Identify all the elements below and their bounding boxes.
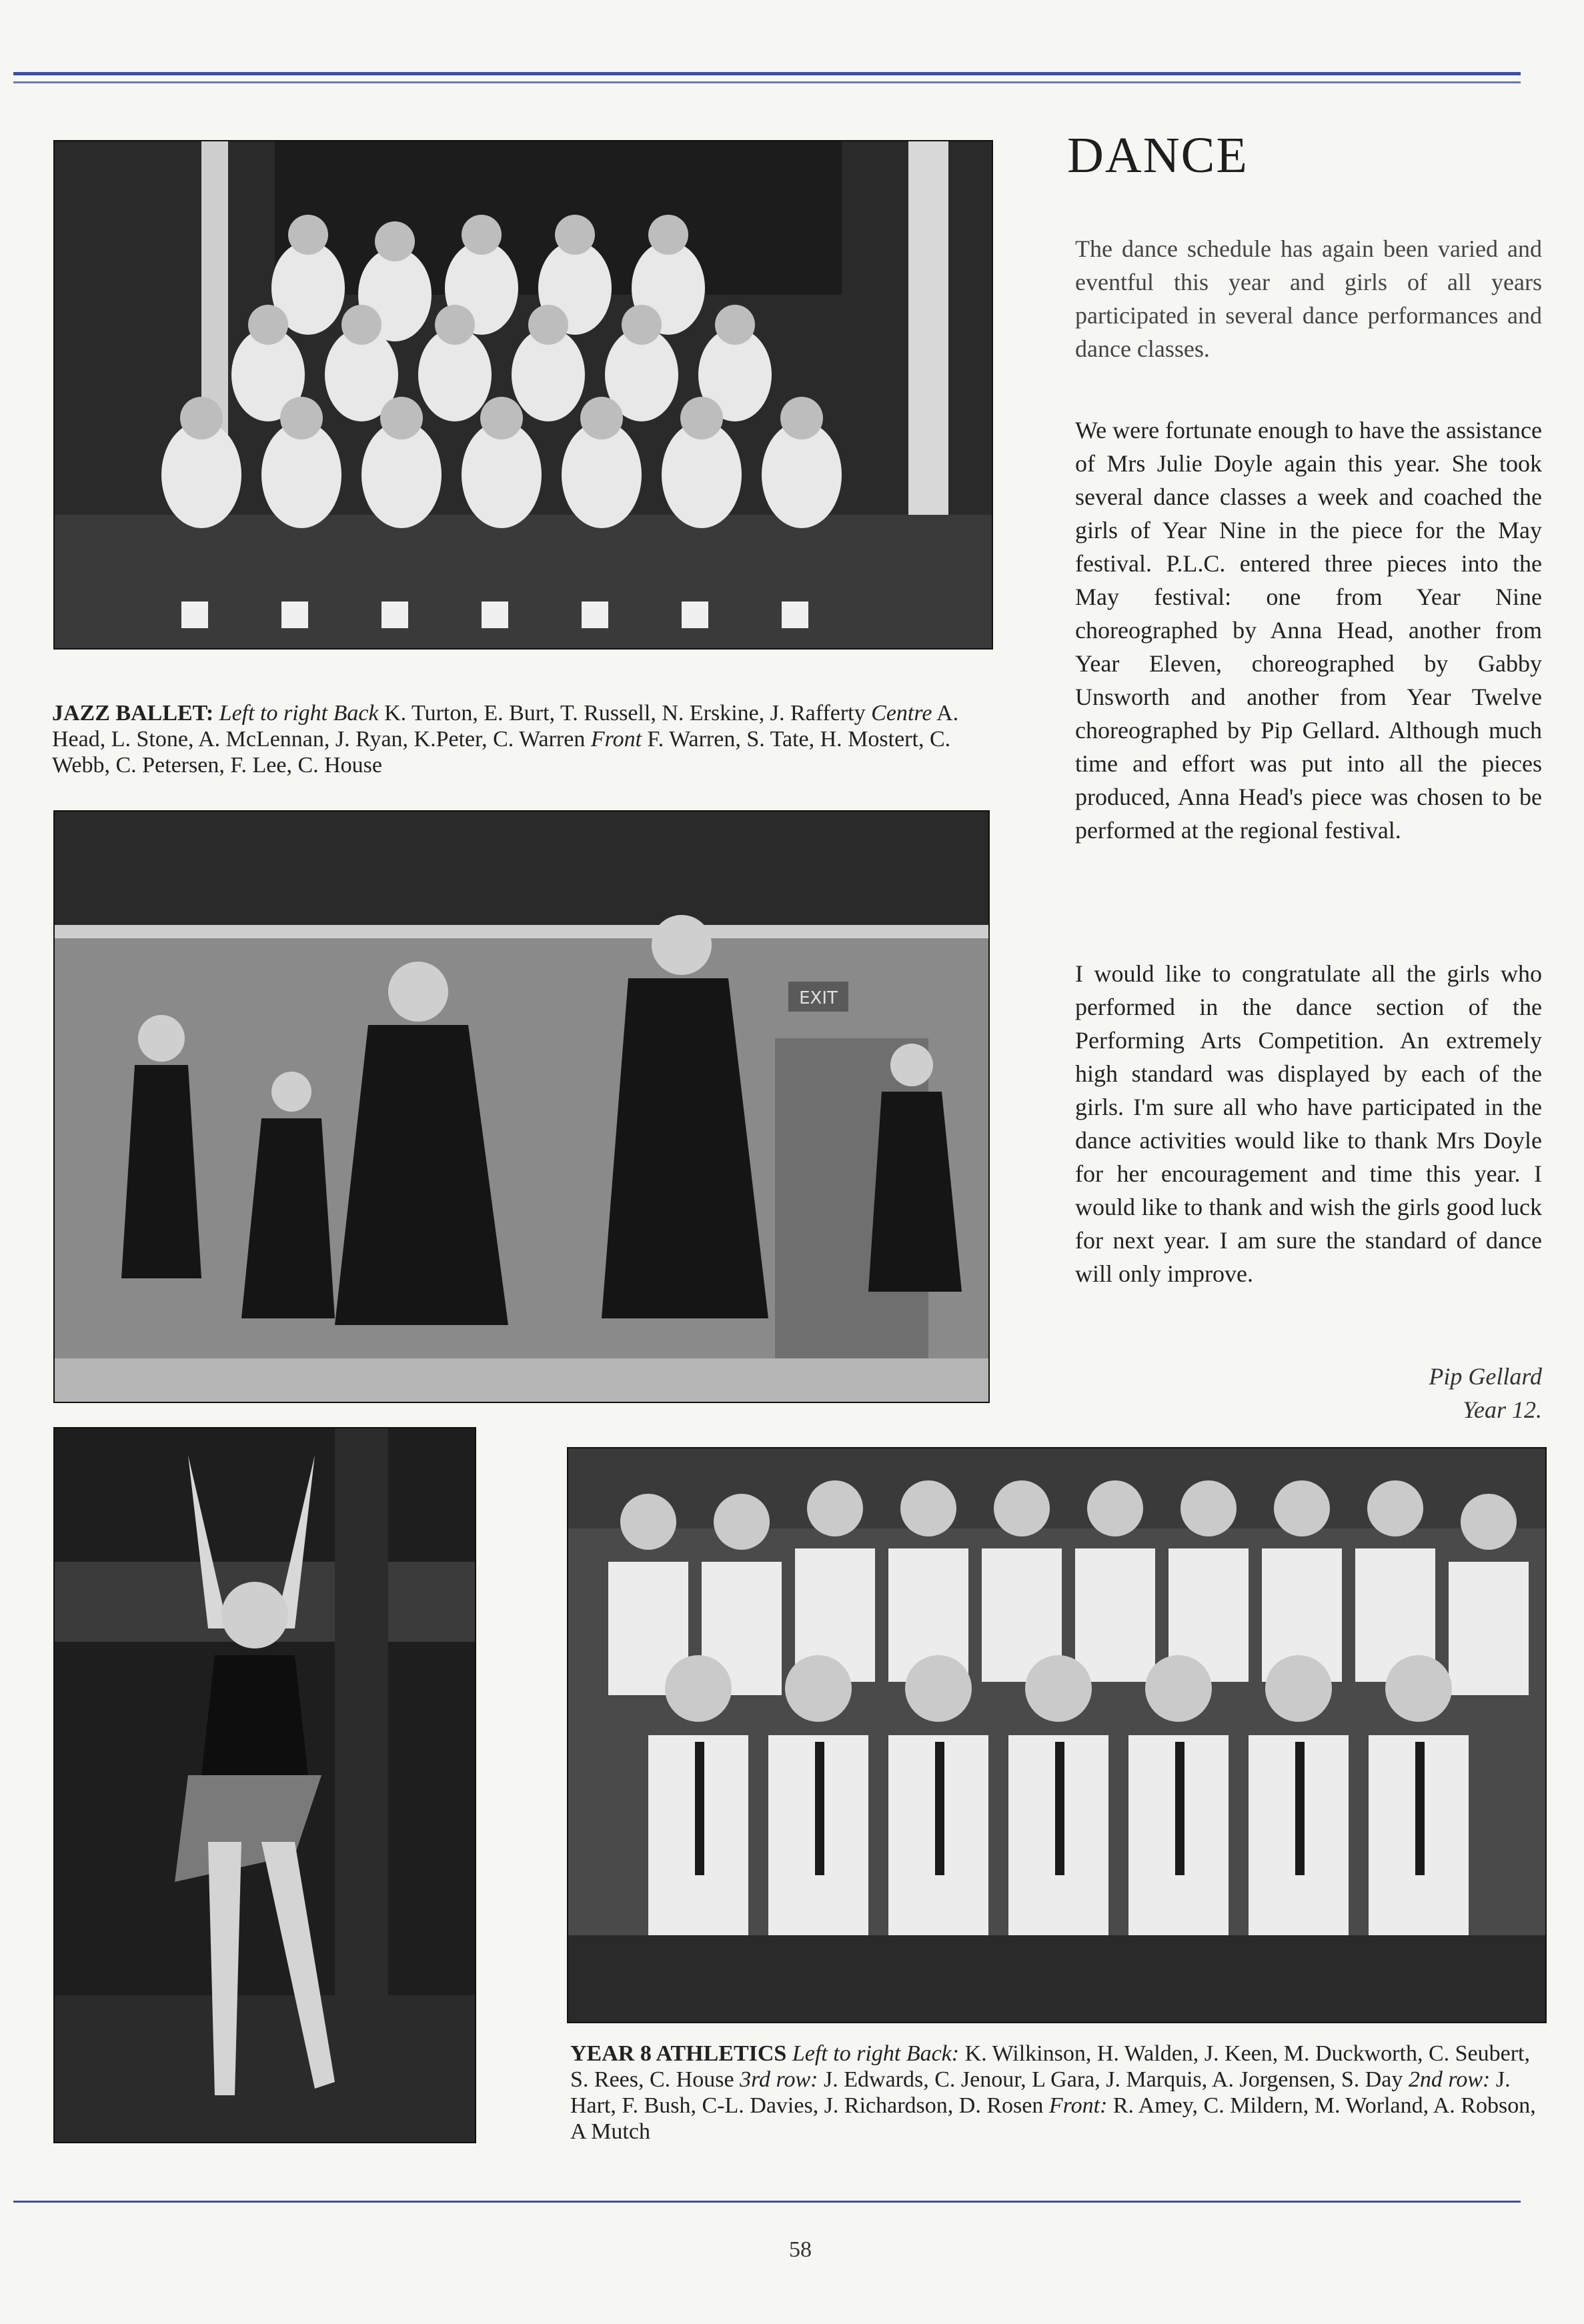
caption-lead: Left to right Back: [219, 701, 379, 726]
caption-front-label: Front: [590, 727, 642, 752]
jazz-ballet-caption: [52, 700, 999, 778]
caption-centre-names: A. Head, L. Stone, A. McLennan, J. Ryan, K.Peter, C. Warren: [52, 701, 959, 752]
jazz-ballet-group-photo: [53, 140, 993, 650]
caption-title: JAZZ BALLET:: [52, 701, 214, 726]
dance-performance-photo: [53, 810, 990, 1403]
author-year: Year 12.: [1463, 1396, 1542, 1423]
author-name: Pip Gellard: [1429, 1363, 1542, 1390]
year8-athletics-group-photo: [567, 1447, 1547, 2023]
top-rule: [13, 72, 1521, 75]
caption-row2-label: 2nd row:: [1408, 2067, 1491, 2092]
article-paragraph: We were fortunate enough to have the assistance of Mrs Julie Doyle again this year. She took several dance classes a week and coached the girls of Year Nine in the piece for the May festival. P.L.C. entered three pieces into the May festival: one from Year Nine choreographed by Anna Head, another from Year Eleven, choreographed by Gabby Unsworth and another from Year Twelve choreographed by Pip Gellard. Although much time and effort was put into all the pieces produced, Anna Head's piece was chosen to be performed at the regional festival.: [1075, 417, 1542, 844]
caption-back-names: K. Wilkinson, H. Walden, J. Keen, M. Duckworth, C. Seubert, S. Rees, C. House: [570, 2041, 1530, 2092]
caption-front-names: F. Warren, S. Tate, H. Mostert, C. Webb, C. Petersen, F. Lee, C. House: [52, 727, 951, 778]
bottom-rule: [13, 2201, 1521, 2203]
caption-centre-label: Centre: [871, 701, 932, 726]
caption-front-label: Front:: [1048, 2093, 1108, 2118]
caption-row3-names: J. Edwards, C. Jenour, L Gara, J. Marquis, A. Jorgensen, S. Day: [824, 2067, 1403, 2092]
caption-row3-label: 3rd row:: [740, 2067, 818, 2092]
caption-back-names: K. Turton, E. Burt, T. Russell, N. Erskine, J. Rafferty: [384, 701, 866, 726]
article-paragraph: I would like to congratulate all the girls who performed in the dance section of the Performing Arts Competition. An extremely high standard was displayed by each of the girls. I'm sure all who have participated in the dance activities would like to thank Mrs Doyle for her encouragement and time this year. I would like to thank and wish the girls good luck for next year. I am sure the standard of dance will only improve.: [1075, 960, 1542, 1287]
solo-dancer-photo: [53, 1427, 476, 2143]
year8-athletics-caption: [570, 2041, 1544, 2145]
exit-sign-text: EXIT: [799, 988, 838, 1008]
caption-lead: Left to right Back:: [792, 2041, 960, 2066]
page-title: DANCE: [1067, 127, 1249, 183]
caption-front-names: R. Amey, C. Mildern, M. Worland, A. Robson, A Mutch: [570, 2093, 1536, 2144]
caption-row2-names: J. Hart, F. Bush, C-L. Davies, J. Richardson, D. Rosen: [570, 2067, 1511, 2118]
article-paragraph: The dance schedule has again been varied and eventful this year and girls of all years participated in several dance performances and dance classes.: [1075, 235, 1542, 362]
top-rule-secondary: [13, 81, 1521, 83]
page-number: 58: [789, 2237, 812, 2262]
caption-title: YEAR 8 ATHLETICS: [570, 2041, 787, 2066]
